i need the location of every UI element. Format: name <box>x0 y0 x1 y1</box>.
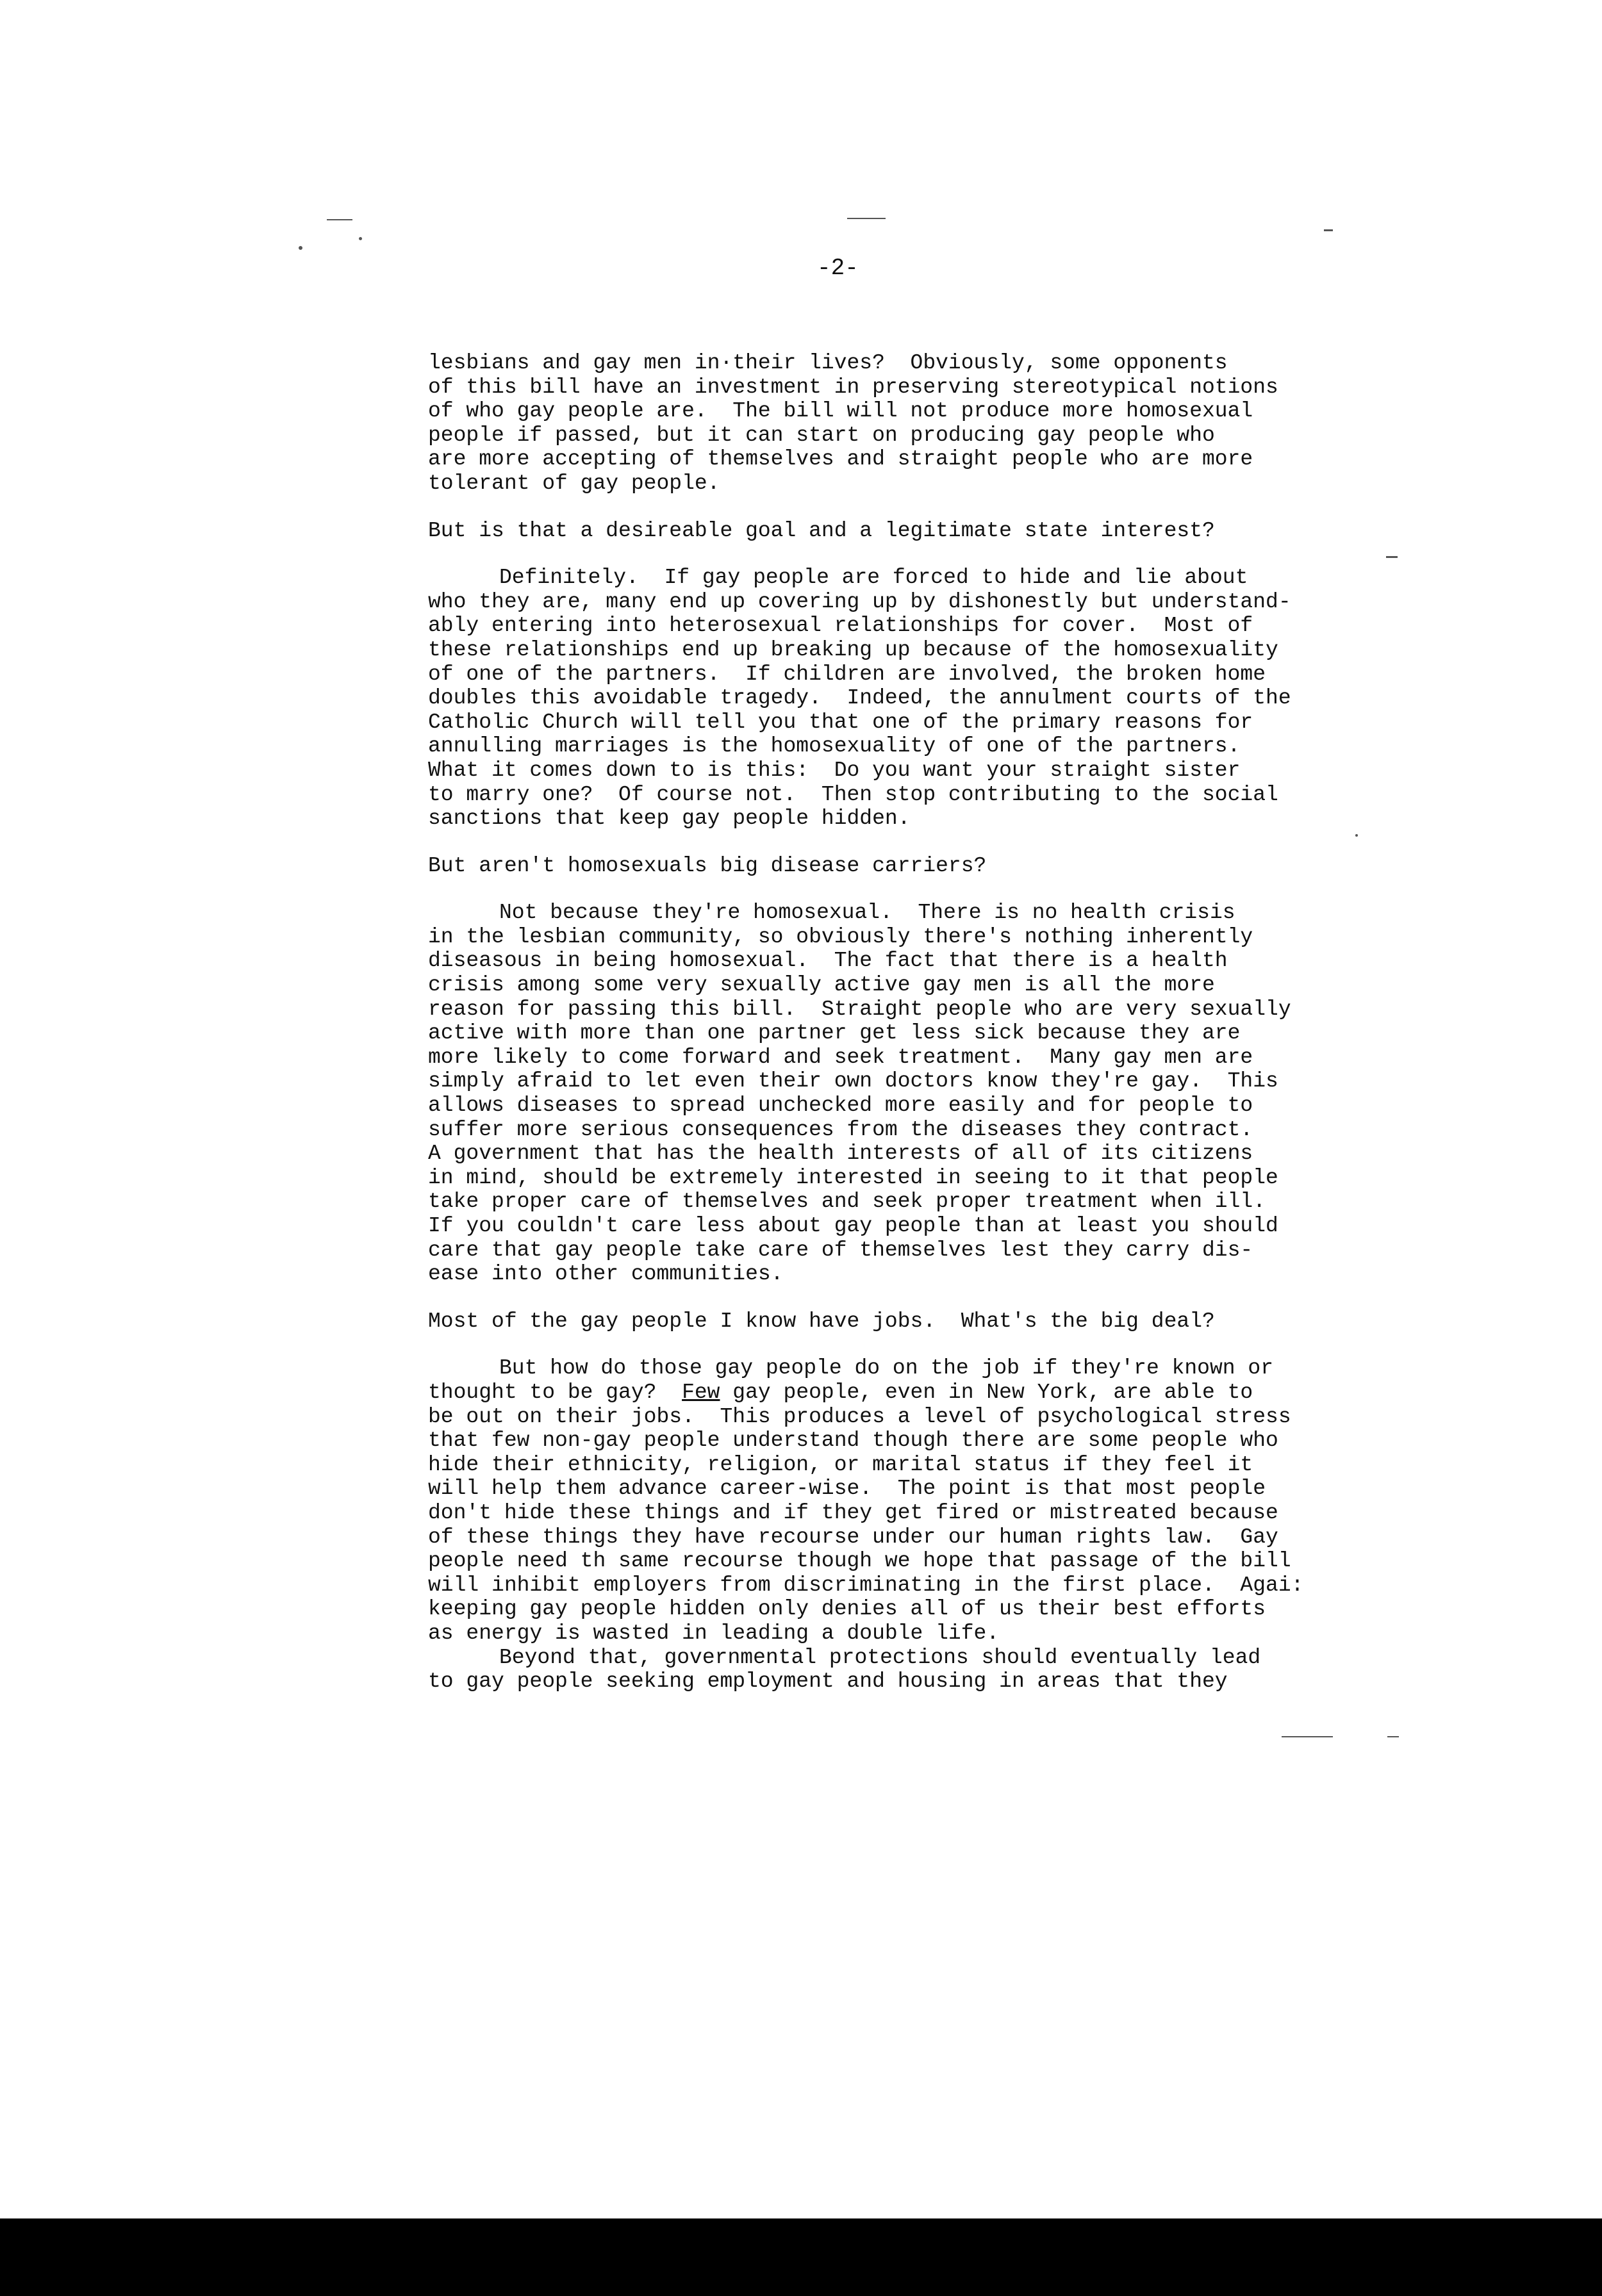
text-line-underlined: thought to be gay? Few gay people, even in New York, are able to <box>428 1380 1253 1404</box>
text-line: don't hide these things and if they get fired or mistreated because <box>428 1500 1278 1525</box>
text-line: doubles this avoidable tragedy. Indeed, the annulment courts of the <box>428 686 1291 710</box>
question-heading <box>428 1309 1575 1334</box>
text-line: more likely to come forward and seek treatment. Many gay men are <box>428 1045 1253 1069</box>
text-line: take proper care of themselves and seek proper treatment when ill. <box>428 1190 1266 1214</box>
scan-speck <box>1386 556 1398 558</box>
text-line: as energy is wasted in leading a double life. <box>428 1621 1000 1645</box>
text-line: simply afraid to let even their own doctors know they're gay. This <box>428 1069 1278 1094</box>
text-line: lesbians and gay men in·their lives? Obviously, some opponents <box>428 351 1228 375</box>
text-line: keeping gay people hidden only denies all of us their best efforts <box>428 1597 1266 1621</box>
scan-speck <box>1324 229 1333 231</box>
text-line: annulling marriages is the homosexuality of one of the partners. <box>428 734 1241 758</box>
text-line: to gay people seeking employment and housing in areas that they <box>428 1669 1228 1694</box>
text-line: active with more than one partner get less sick because they are <box>428 1021 1241 1046</box>
scan-speck <box>847 218 886 219</box>
text-line: crisis among some very sexually active gay men is all the more <box>428 973 1215 997</box>
text-line: are more accepting of themselves and straight people who are more <box>428 447 1253 472</box>
answer-paragraph <box>428 566 1575 831</box>
underlined-word: Few <box>682 1380 720 1404</box>
text-line: of this bill have an investment in preserving stereotypical notions <box>428 375 1278 399</box>
text-line: ably entering into heterosexual relationships for cover. Most of <box>428 614 1253 638</box>
text-line: sanctions that keep gay people hidden. <box>428 807 911 831</box>
text-line: allows diseases to spread unchecked more easily and for people to <box>428 1094 1253 1118</box>
text-line: be out on their jobs. This produces a level of psychological stress <box>428 1404 1291 1429</box>
text-line: people need th same recourse though we hope that passage of the bill <box>428 1549 1291 1573</box>
paragraph-intro-continuation <box>428 351 1575 496</box>
body-text <box>428 351 1575 1694</box>
page-number: -2- <box>817 255 859 281</box>
text-line: people if passed, but it can start on producing gay people who <box>428 423 1215 447</box>
text-line: in the lesbian community, so obviously there's nothing inherently <box>428 924 1253 949</box>
text-line: of one of the partners. If children are involved, the broken home <box>428 662 1266 686</box>
text-line: will help them advance career-wise. The point is that most people <box>428 1477 1266 1501</box>
text-line: Not because they're homosexual. There is no health crisis <box>499 901 1235 925</box>
scan-border-bottom <box>0 2218 1602 2296</box>
text-line: But how do those gay people do on the job if they're known or <box>499 1356 1273 1381</box>
scan-speck <box>1355 834 1358 837</box>
text-line: in mind, should be extremely interested in seeing to it that people <box>428 1165 1278 1190</box>
text-line: reason for passing this bill. Straight people who are very sexually <box>428 997 1291 1021</box>
question-heading <box>428 854 1575 878</box>
text-line: who they are, many end up covering up by dishonestly but understand- <box>428 589 1291 614</box>
text-line: hide their ethnicity, religion, or marital status if they feel it <box>428 1452 1253 1477</box>
question-heading <box>428 519 1575 543</box>
text-line: What it comes down to is this: Do you want your straight sister <box>428 758 1241 782</box>
text-line: A government that has the health interests of all of its citizens <box>428 1142 1253 1166</box>
text-line: that few non-gay people understand though there are some people who <box>428 1429 1278 1453</box>
text-line: tolerant of gay people. <box>428 471 720 495</box>
scan-speck <box>299 246 302 250</box>
text-line: diseasous in being homosexual. The fact that there is a health <box>428 949 1228 973</box>
text-line: Most of the gay people I know have jobs. What's the big deal? <box>428 1309 1215 1333</box>
text-line: Beyond that, governmental protections should eventually lead <box>499 1645 1261 1669</box>
text-line: of these things they have recourse under our human rights law. Gay <box>428 1525 1278 1549</box>
text-line: If you couldn't care less about gay people than at least you should <box>428 1214 1278 1238</box>
scan-speck <box>327 219 352 220</box>
text-line: care that gay people take care of themselves lest they carry dis- <box>428 1238 1253 1262</box>
text-line: Definitely. If gay people are forced to hide and lie about <box>499 566 1248 590</box>
answer-paragraph <box>428 901 1575 1286</box>
text-line: of who gay people are. The bill will not produce more homosexual <box>428 399 1253 423</box>
text-line: to marry one? Of course not. Then stop contributing to the social <box>428 782 1278 807</box>
text-line: ease into other communities. <box>428 1262 784 1286</box>
text-line: Catholic Church will tell you that one of the primary reasons for <box>428 710 1253 734</box>
scan-speck <box>1282 1736 1333 1737</box>
text-line: But aren't homosexuals big disease carriers? <box>428 853 987 878</box>
scan-speck <box>1387 1736 1399 1737</box>
answer-paragraph <box>428 1356 1575 1693</box>
text-line: suffer more serious consequences from the diseases they contract. <box>428 1117 1253 1142</box>
text-line: But is that a desireable goal and a legitimate state interest? <box>428 518 1215 543</box>
scan-speck <box>359 237 362 240</box>
text-line: will inhibit employers from discriminating in the first place. Agai: <box>428 1573 1304 1597</box>
text-line: these relationships end up breaking up because of the homosexuality <box>428 637 1278 662</box>
